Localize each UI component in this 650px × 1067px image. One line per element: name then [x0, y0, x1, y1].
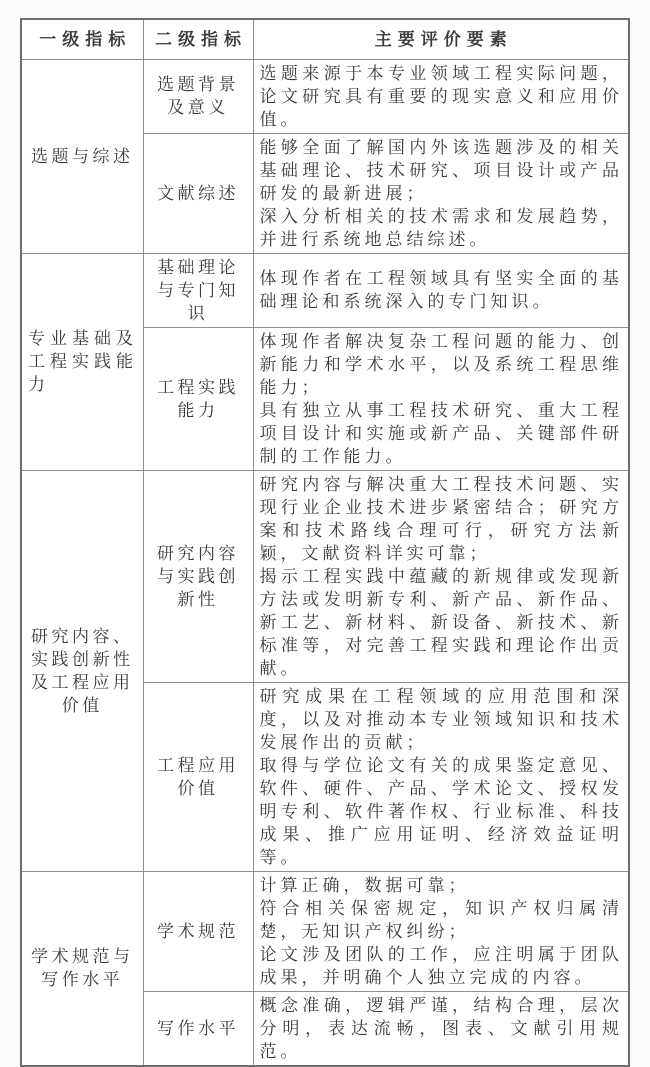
- criteria-cell: [253, 991, 629, 1066]
- criteria-cell: [253, 253, 629, 327]
- criteria-point: 符合相关保密规定，知识产权归属清楚，无知识产权纠纷；: [259, 898, 623, 941]
- criteria-point: 体现作者在工程领域具有坚实全面的基础理论和系统深入的专门知识。: [259, 269, 623, 311]
- criteria-cell: [253, 871, 629, 991]
- level1-cell-professional-foundation: 专业基础及工程实践能力: [21, 253, 143, 470]
- criteria-point: 具有独立从事工程技术研究、重大工程项目设计和实施或新产品、关键部件研制的工作能力。: [259, 400, 623, 466]
- level2-cell-research-content-innovation: 研究内容与实践创新性: [143, 470, 253, 682]
- level2-cell-writing-level: 写作水平: [143, 991, 253, 1066]
- criteria-cell: [253, 59, 629, 133]
- level1-cell-topic-review: 选题与综述: [21, 59, 143, 253]
- criteria-cell: [253, 682, 629, 871]
- criteria-point: 研究成果在工程领域的应用范围和深度，以及对推动本专业领域知识和技术发展作出的贡献；: [259, 686, 623, 752]
- level2-cell-academic-norms: 学术规范: [143, 871, 253, 991]
- criteria-point: 论文涉及团队的工作，应注明属于团队成果，并明确个人独立完成的内容。: [259, 944, 623, 987]
- criteria-point: 体现作者解决复杂工程问题的能力、创新能力和学术水平，以及系统工程思维能力；: [259, 331, 623, 397]
- criteria-point: 取得与学位论文有关的成果鉴定意见、软件、硬件、产品、学术论文、授权发明专利、软件著作权、行业标准、科技成果、推广应用证明、经济效益证明等。: [259, 755, 623, 867]
- header-level1: 一级指标: [21, 19, 143, 59]
- level2-cell-basic-theory: 基础理论与专门知识: [143, 253, 253, 327]
- evaluation-criteria-table: [20, 18, 630, 1067]
- level1-cell-academic-norms-writing: 学术规范与写作水平: [21, 871, 143, 1066]
- criteria-point: 能够全面了解国内外该选题涉及的相关基础理论、技术研究、项目设计或产品研发的最新进展；: [259, 137, 623, 203]
- criteria-cell: [253, 470, 629, 682]
- header-row: [21, 19, 629, 59]
- criteria-point: 计算正确，数据可靠；: [259, 875, 470, 895]
- criteria-cell: [253, 327, 629, 470]
- table-row: [21, 470, 629, 682]
- criteria-point: 研究内容与解决重大工程技术问题、实现行业企业技术进步紧密结合；研究方案和技术路线合理可行，研究方法新颖，文献资料详实可靠；: [259, 474, 623, 563]
- level2-cell-engineering-application-value: 工程应用价值: [143, 682, 253, 871]
- level2-cell-literature-review: 文献综述: [143, 133, 253, 253]
- level1-cell-research-innovation-value: 研究内容、实践创新性及工程应用价值: [21, 470, 143, 871]
- criteria-point: 选题来源于本专业领域工程实际问题，论文研究具有重要的现实意义和应用价值。: [259, 63, 623, 129]
- header-criteria: 主要评价要素: [253, 19, 629, 59]
- header-level2: 二级指标: [143, 19, 253, 59]
- table-row: [21, 253, 629, 327]
- table-row: [21, 59, 629, 133]
- level2-cell-engineering-practice: 工程实践能力: [143, 327, 253, 470]
- level2-cell-topic-background: 选题背景及意义: [143, 59, 253, 133]
- criteria-point: 概念准确，逻辑严谨，结构合理，层次分明，表达流畅，图表、文献引用规范。: [259, 995, 623, 1061]
- table-row: [21, 871, 629, 991]
- criteria-point: 深入分析相关的技术需求和发展趋势，并进行系统地总结综述。: [259, 206, 623, 249]
- criteria-cell: [253, 133, 629, 253]
- criteria-point: 揭示工程实践中蕴藏的新规律或发现新方法或发明新专利、新产品、新作品、新工艺、新材料、新设备、新技术、新标准等，对完善工程实践和理论作出贡献。: [259, 566, 623, 678]
